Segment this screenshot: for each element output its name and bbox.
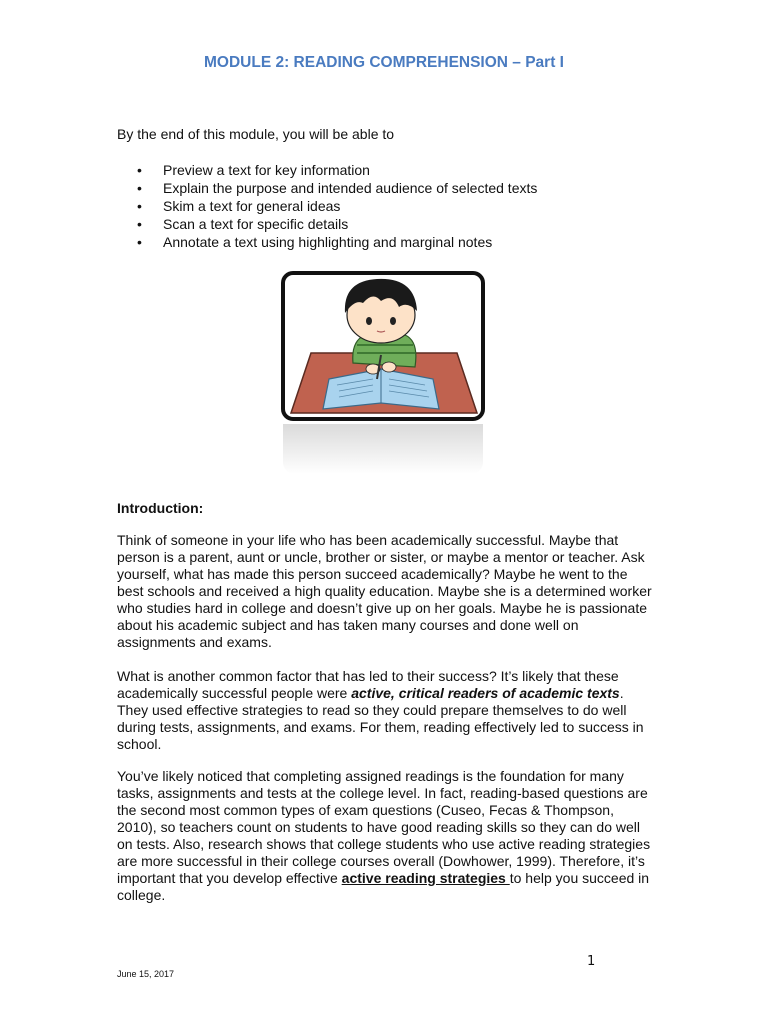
bullet-icon: • bbox=[137, 216, 142, 232]
illustration-reflection bbox=[283, 424, 483, 474]
paragraph-3: You’ve likely noticed that completing assigned readings is the foundation for many tasks, assignments and tests at the college level. In fact, reading-based questions are the second most common types of exam questions (Cuseo, Fecas & Thompson, 2010), so teachers count on students to have good reading skills so they can do well on tests. Also, research shows that college students who use active reading strategies are more successful in their college courses overall (Dowhower, 1999). Therefore, it’s important that you develop effective active reading strategies to help you succeed in college. bbox=[117, 768, 651, 903]
list-item: • Skim a text for general ideas bbox=[137, 198, 341, 214]
objectives-list bbox=[117, 161, 537, 251]
emphasis-active-critical-readers: active, critical readers of academic texts bbox=[351, 685, 620, 701]
list-item: • Annotate a text using highlighting and marginal notes bbox=[137, 234, 493, 250]
paragraph-2: What is another common factor that has led to their success? It’s likely that these academically successful people were active, critical readers of academic texts. They used effective strategies to read so they could prepare themselves to do well during tests, assignments, and exams. For them, reading effectively led to success in school. bbox=[117, 668, 644, 752]
list-item: • Explain the purpose and intended audience of selected texts bbox=[137, 180, 538, 196]
bullet-icon: • bbox=[137, 198, 142, 214]
emphasis-active-reading-strategies: active reading strategies bbox=[341, 870, 510, 886]
footer-date: June 15, 2017 bbox=[117, 969, 175, 979]
student-reading-illustration bbox=[281, 271, 485, 421]
paragraph-1: Think of someone in your life who has been academically successful. Maybe that person is a parent, aunt or uncle, brother or sister, or maybe a mentor or teacher. Ask yourself, what has made this person succeed academically? Maybe he went to the best schools and received a high quality education. Maybe she is a determined worker who studies hard in college and doesn’t give up on her goals. Maybe he is passionate about his academic subject and has taken many courses and done well on assignments and exams. bbox=[117, 532, 652, 650]
introduction-heading: Introduction: bbox=[117, 500, 204, 516]
objectives-intro: By the end of this module, you will be able to bbox=[117, 126, 395, 142]
page-title: MODULE 2: READING COMPREHENSION – Part I bbox=[204, 54, 564, 71]
bullet-icon: • bbox=[137, 234, 142, 250]
list-item: • Preview a text for key information bbox=[137, 162, 370, 178]
bullet-icon: • bbox=[137, 162, 142, 178]
page-number: 1 bbox=[587, 954, 596, 969]
list-item: • Scan a text for specific details bbox=[137, 216, 349, 232]
bullet-icon: • bbox=[137, 180, 142, 196]
